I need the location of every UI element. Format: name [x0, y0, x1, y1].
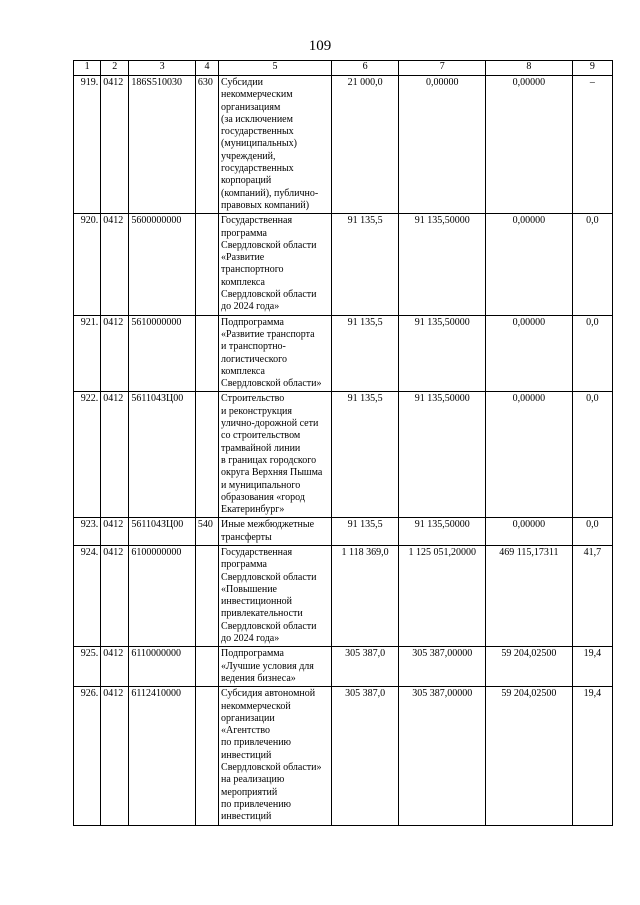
planned-amount: 21 000,0: [331, 76, 399, 214]
approved-amount: 91 135,50000: [399, 518, 486, 546]
planned-amount: 91 135,5: [331, 214, 399, 315]
table-row: [74, 315, 613, 392]
row-description: Субсидии некоммерческим организациям (за исключением государственных (муниципальных) учреждений, государственных корпораций (компаний), публично- правовых компаний): [219, 76, 332, 214]
row-number: 920.: [74, 214, 101, 315]
section-code: 0412: [101, 315, 129, 392]
expense-type-code: [195, 687, 218, 825]
execution-percent: 0,0: [572, 392, 612, 518]
row-description: Субсидия автономной некоммерческой организации «Агентство по привлечению инвестиций Свердловской области» на реализацию мероприятий по привлечению инвестиций: [219, 687, 332, 825]
page-number: 109: [308, 38, 332, 54]
header-row: [74, 61, 613, 76]
executed-amount: 0,00000: [486, 76, 573, 214]
row-number: 923.: [74, 518, 101, 546]
expense-type-code: [195, 545, 218, 646]
table-row: [74, 214, 613, 315]
expense-type-code: 540: [195, 518, 218, 546]
execution-percent: 19,4: [572, 687, 612, 825]
section-code: 0412: [101, 76, 129, 214]
planned-amount: 305 387,0: [331, 687, 399, 825]
row-description: Подпрограмма «Развитие транспорта и транспортно- логистического комплекса Свердловской области»: [219, 315, 332, 392]
approved-amount: 0,00000: [399, 76, 486, 214]
executed-amount: 0,00000: [486, 518, 573, 546]
target-article-code: 561104ЗЦ00: [129, 392, 195, 518]
section-code: 0412: [101, 545, 129, 646]
table-row: [74, 518, 613, 546]
column-header: 9: [572, 61, 612, 76]
column-header: 5: [219, 61, 332, 76]
column-header: 8: [486, 61, 573, 76]
row-number: 919.: [74, 76, 101, 214]
column-header: 1: [74, 61, 101, 76]
row-number: 922.: [74, 392, 101, 518]
row-description: Подпрограмма «Лучшие условия для ведения бизнеса»: [219, 647, 332, 687]
column-header: 6: [331, 61, 399, 76]
planned-amount: 305 387,0: [331, 647, 399, 687]
row-number: 924.: [74, 545, 101, 646]
approved-amount: 91 135,50000: [399, 315, 486, 392]
execution-percent: 0,0: [572, 315, 612, 392]
planned-amount: 91 135,5: [331, 392, 399, 518]
approved-amount: 91 135,50000: [399, 392, 486, 518]
budget-table: [73, 60, 613, 826]
row-description: Строительство и реконструкция улично-дорожной сети со строительством трамвайной линии в границах городского округа Верхняя Пышма и муниципального образования «город Екатеринбург»: [219, 392, 332, 518]
expense-type-code: [195, 315, 218, 392]
target-article-code: 186S510030: [129, 76, 195, 214]
approved-amount: 305 387,00000: [399, 647, 486, 687]
section-code: 0412: [101, 518, 129, 546]
approved-amount: 1 125 051,20000: [399, 545, 486, 646]
expense-type-code: 630: [195, 76, 218, 214]
approved-amount: 91 135,50000: [399, 214, 486, 315]
executed-amount: 59 204,02500: [486, 647, 573, 687]
approved-amount: 305 387,00000: [399, 687, 486, 825]
section-code: 0412: [101, 392, 129, 518]
section-code: 0412: [101, 647, 129, 687]
expense-type-code: [195, 392, 218, 518]
table-row: [74, 687, 613, 825]
expense-type-code: [195, 214, 218, 315]
row-description: Государственная программа Свердловской области «Развитие транспортного комплекса Свердловской области до 2024 года»: [219, 214, 332, 315]
section-code: 0412: [101, 214, 129, 315]
section-code: 0412: [101, 687, 129, 825]
column-header: 7: [399, 61, 486, 76]
target-article-code: 5610000000: [129, 315, 195, 392]
planned-amount: 1 118 369,0: [331, 545, 399, 646]
table-row: [74, 392, 613, 518]
expense-type-code: [195, 647, 218, 687]
target-article-code: 6112410000: [129, 687, 195, 825]
row-number: 921.: [74, 315, 101, 392]
execution-percent: 41,7: [572, 545, 612, 646]
target-article-code: 561104ЗЦ00: [129, 518, 195, 546]
row-description: Государственная программа Свердловской области «Повышение инвестиционной привлекательности Свердловской области до 2024 года»: [219, 545, 332, 646]
table-row: [74, 76, 613, 214]
row-description: Иные межбюджетные трансферты: [219, 518, 332, 546]
target-article-code: 6110000000: [129, 647, 195, 687]
executed-amount: 0,00000: [486, 392, 573, 518]
table-row: [74, 647, 613, 687]
executed-amount: 0,00000: [486, 315, 573, 392]
column-header: 4: [195, 61, 218, 76]
planned-amount: 91 135,5: [331, 518, 399, 546]
column-header: 3: [129, 61, 195, 76]
execution-percent: 19,4: [572, 647, 612, 687]
executed-amount: 59 204,02500: [486, 687, 573, 825]
planned-amount: 91 135,5: [331, 315, 399, 392]
row-number: 926.: [74, 687, 101, 825]
executed-amount: 469 115,17311: [486, 545, 573, 646]
execution-percent: 0,0: [572, 518, 612, 546]
target-article-code: 6100000000: [129, 545, 195, 646]
execution-percent: –: [572, 76, 612, 214]
target-article-code: 5600000000: [129, 214, 195, 315]
row-number: 925.: [74, 647, 101, 687]
table-row: [74, 545, 613, 646]
executed-amount: 0,00000: [486, 214, 573, 315]
column-header: 2: [101, 61, 129, 76]
execution-percent: 0,0: [572, 214, 612, 315]
